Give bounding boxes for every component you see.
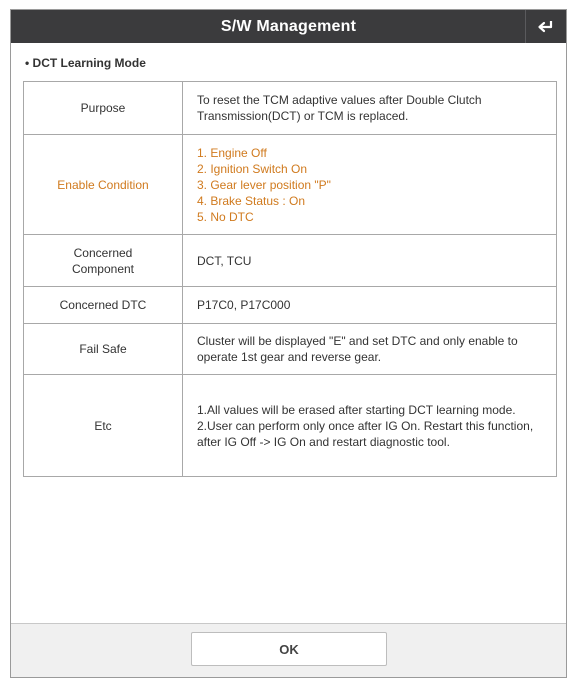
row-value-enable-condition [183,135,557,235]
row-value-etc [183,375,557,477]
row-value-concerned-dtc [183,287,557,324]
table-row-concerned-dtc [24,287,557,324]
ok-button[interactable]: OK [191,632,387,666]
concerned-component-line-1: DCT, TCU [197,253,252,268]
dialog-title: S/W Management [220,18,357,35]
etc-line-2: 2.User can perform only once after IG On. Restart this function, after IG Off -> IG On and restart diagnostic tool. [197,418,534,449]
row-label-enable-condition: Enable Condition [24,135,183,235]
fail-safe-line-1: Cluster will be displayed "E" and set DTC and only enable to operate 1st gear and reverse gear. [197,334,518,364]
enable-condition-line-2: 2. Ignition Switch On [197,161,308,176]
sw-management-dialog [10,9,567,678]
enable-condition-line-5: 5. No DTC [197,209,254,224]
table-row-purpose [24,82,557,135]
etc-line-1: 1.All values will be erased after starting DCT learning mode. [197,402,516,417]
enable-condition-line-3: 3. Gear lever position "P" [197,177,331,192]
row-value-fail-safe [183,324,557,375]
dialog-footer [11,623,566,677]
back-button[interactable] [525,10,566,43]
row-label-purpose: Purpose [24,82,183,135]
table-row-enable-condition [24,135,557,235]
row-label-etc: Etc [24,375,183,477]
concerned-dtc-line-1: P17C0, P17C000 [197,298,291,312]
dct-learning-info-table [23,81,557,477]
row-value-concerned-component [183,235,557,287]
return-arrow-icon [536,19,556,35]
enable-condition-line-1: 1. Engine Off [197,145,267,160]
table-row-concerned-component [24,235,557,287]
row-label-concerned-component: Concerned Component [24,235,183,287]
row-value-purpose [183,82,557,135]
title-bar [11,10,566,43]
enable-condition-line-4: 4. Brake Status : On [197,193,306,208]
row-label-fail-safe: Fail Safe [24,324,183,375]
section-title: • DCT Learning Mode [25,56,146,70]
row-label-concerned-dtc: Concerned DTC [24,287,183,324]
table-row-etc [24,375,557,477]
table-row-fail-safe [24,324,557,375]
purpose-line-1: To reset the TCM adaptive values after Double Clutch Transmission(DCT) or TCM is replaced. [197,93,482,123]
